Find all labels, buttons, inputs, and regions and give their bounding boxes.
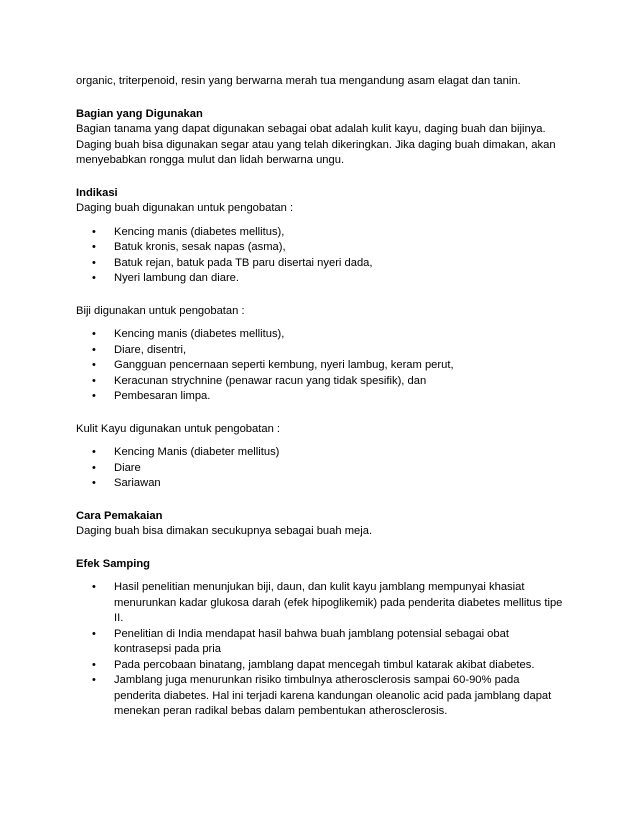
list-item: • Nyeri lambung dan diare. (76, 271, 566, 287)
list-item: • Penelitian di India mendapat hasil bahwa buah jamblang potensial sebagai obat kontrasepsi pada pria (76, 627, 566, 658)
list-item: • Diare, disentri, (76, 343, 566, 359)
list-item: • Jamblang juga menurunkan risiko timbulnya atherosclerosis sampai 60-90% pada penderita diabetes. Hal ini terjadi karena kandungan oleanolic acid pada jamblang dapat menekan peran radikal bebas dalam pembentukan atherosclerosis. (76, 673, 566, 720)
heading-cara: Cara Pemakaian (76, 509, 163, 522)
cara-paragraph: Daging buah bisa dimakan secukupnya sebagai buah meja. (76, 525, 373, 537)
daging-list (76, 225, 566, 287)
biji-list (76, 327, 566, 405)
kulit-list (76, 445, 566, 492)
list-item: • Kencing Manis (diabeter mellitus) (76, 445, 566, 461)
intro-paragraph: organic, triterpenoid, resin yang berwarna merah tua mengandung asam elagat dan tanin. (76, 75, 521, 87)
list-item: • Gangguan pencernaan seperti kembung, nyeri lambug, keram perut, (76, 358, 566, 374)
list-item: • Keracunan strychnine (penawar racun yang tidak spesifik), dan (76, 374, 566, 390)
list-item: • Pada percobaan binatang, jamblang dapat mencegah timbul katarak akibat diabetes. (76, 658, 566, 674)
list-item: • Kencing manis (diabetes mellitus), (76, 225, 566, 241)
list-item: • Kencing manis (diabetes mellitus), (76, 327, 566, 343)
daging-intro: Daging buah digunakan untuk pengobatan : (76, 202, 294, 214)
list-item: • Sariawan (76, 476, 566, 492)
heading-indikasi: Indikasi (76, 186, 118, 199)
list-item: • Hasil penelitian menunjukan biji, daun, dan kulit kayu jamblang mempunyai khasiat menurunkan kadar glukosa darah (efek hipoglikemik) pada penderita diabetes mellitus tipe II. (76, 580, 566, 627)
list-item: • Pembesaran limpa. (76, 389, 566, 405)
bagian-paragraph: Bagian tanama yang dapat digunakan sebagai obat adalah kulit kayu, daging buah dan bijinya. Daging buah bisa digunakan segar atau yang telah dikeringkan. Jika daging buah dimakan, akan menyebabkan rongga mulut dan lidah berwarna ungu. (76, 123, 556, 166)
list-item: • Diare (76, 461, 566, 477)
heading-bagian: Bagian yang Digunakan (76, 107, 203, 120)
biji-intro: Biji digunakan untuk pengobatan : (76, 304, 245, 317)
heading-efek: Efek Samping (76, 557, 150, 570)
efek-list (76, 580, 566, 720)
list-item: • Batuk rejan, batuk pada TB paru disertai nyeri dada, (76, 256, 566, 272)
kulit-intro: Kulit Kayu digunakan untuk pengobatan : (76, 422, 281, 435)
list-item: • Batuk kronis, sesak napas (asma), (76, 240, 566, 256)
document-content (76, 74, 566, 720)
